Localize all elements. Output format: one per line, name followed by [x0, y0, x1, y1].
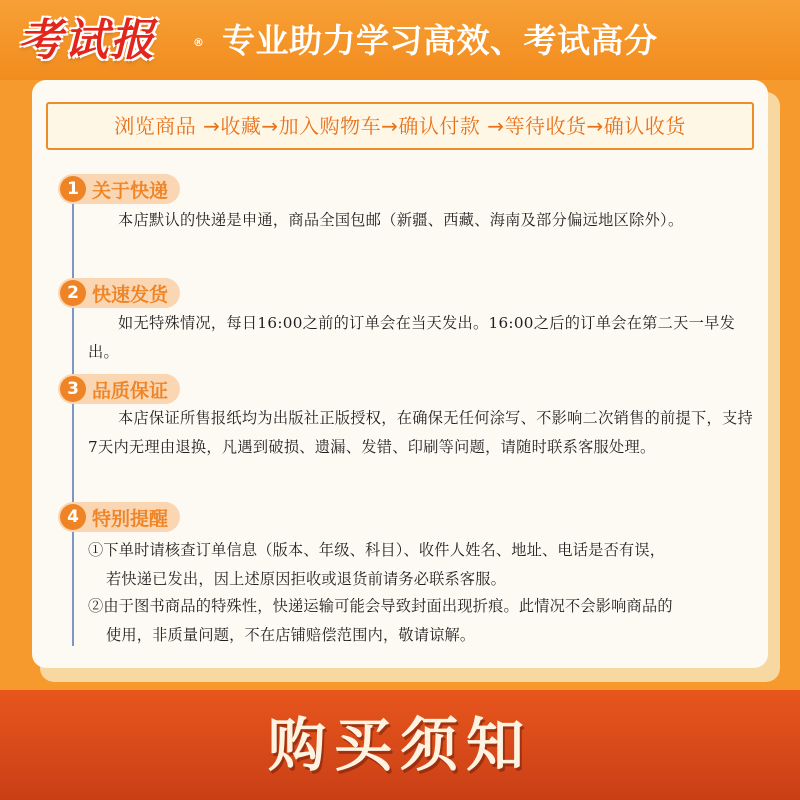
reminder-note-line: 若快递已发出，因上述原因拒收或退货前请务必联系客服。 [106, 570, 507, 588]
reminder-note-line: ②由于图书商品的特殊性，快递运输可能会导致封面出现折痕。此情况不会影响商品的 [88, 597, 673, 615]
section-title: 品质保证 [92, 379, 169, 402]
purchase-flow-bar: 浏览商品 →收藏→加入购物车→确认付款 →等待收货→确认收货 [46, 102, 754, 150]
reminder-note-line: ①下单时请核查订单信息（版本、年级、科目）、收件人姓名、地址、电话是否有误， [88, 541, 666, 559]
section-header-reminder [58, 502, 180, 532]
section-header-shipping [58, 278, 180, 308]
section-number-badge: 1 [60, 176, 86, 202]
reminder-note-1 [88, 536, 760, 594]
section-number-badge: 2 [60, 280, 86, 306]
brand-logo-text: 考试报 [18, 15, 156, 66]
section-title: 特别提醒 [92, 507, 169, 530]
section-body-shipping [88, 309, 758, 367]
section-title: 快速发货 [92, 283, 169, 306]
section-header-delivery [58, 174, 180, 204]
section-header-quality [58, 374, 180, 404]
registered-mark: ® [193, 36, 206, 49]
section-body-text: 本店保证所售报纸均为出版社正版授权，在确保无任何涂写、不影响二次销售的前提下，支持7天内无理由退换，凡遇到破损、遗漏、发错、印刷等问题，请随时联系客服处理。 [88, 409, 753, 456]
section-title: 关于快递 [92, 179, 169, 202]
section-body-delivery [88, 206, 758, 235]
header-slogan: 专业助力学习高效、考试高分 [222, 21, 658, 60]
section-body-quality [88, 404, 758, 462]
brand-logo [18, 12, 208, 70]
reminder-note-2 [88, 592, 760, 650]
footer-title: 购买须知 [267, 711, 532, 779]
section-body-text: 如无特殊情况，每日16:00之前的订单会在当天发出。16:00之后的订单会在第二天一早发出。 [88, 314, 736, 361]
reminder-note-line: 使用，非质量问题，不在店铺赔偿范围内，敬请谅解。 [106, 626, 476, 644]
section-body-text: 本店默认的快递是申通，商品全国包邮（新疆、西藏、海南及部分偏远地区除外）。 [118, 211, 684, 229]
section-number-badge: 3 [60, 376, 86, 402]
section-number-badge: 4 [60, 504, 86, 530]
timeline-line [72, 190, 74, 646]
